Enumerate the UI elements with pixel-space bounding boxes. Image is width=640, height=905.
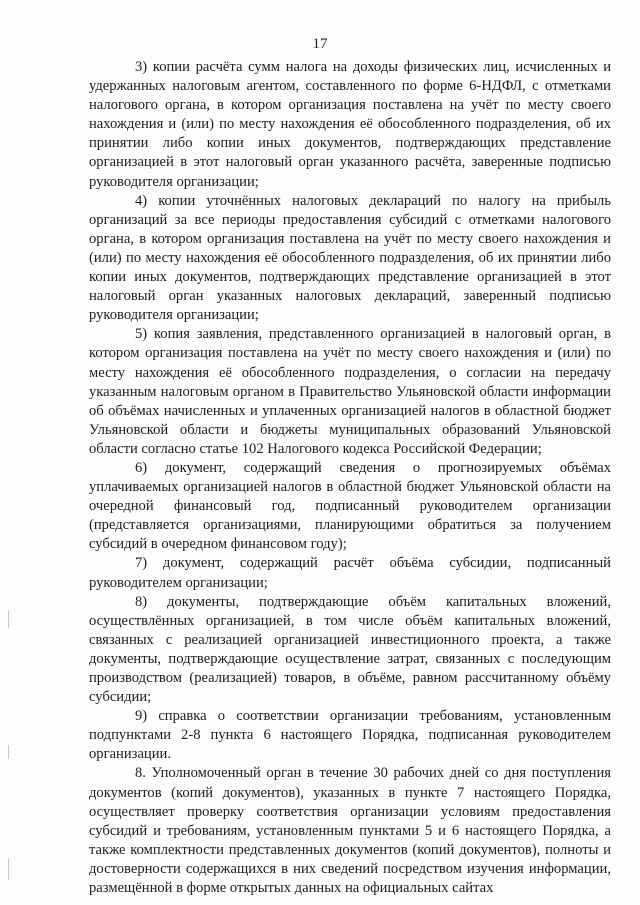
list-item-6: 6) документ, содержащий сведения о прогнозируемых объёмах уплачиваемых организацией налогов в областной бюджет Ульяновской области на очередной финансовый год, подписанный руководителем организации (представляется организациями, планирующими обратиться за получением субсидий в очередном финансовом году); [89,459,611,553]
document-body [89,58,611,898]
scan-artifact [8,858,9,880]
list-item-8: 8) документы, подтверждающие объём капитальных вложений, осуществлённых организацией, в том числе объём капитальных вложений, связанных с реализацией организацией инвестиционного проекта, а также документы, подтверждающие осуществление затрат, связанных с последующим производством (реализацией) товаров, в объёме, равном рассчитанному объёму субсидии; [89,593,611,706]
list-item-7: 7) документ, содержащий расчёт объёма субсидии, подписанный руководителем организации; [89,555,611,591]
page-number: 17 [312,36,328,52]
list-item-3: 3) копии расчёта сумм налога на доходы физических лиц, исчисленных и удержанных налоговым агентом, составленного по форме 6-НДФЛ, с отметками налогового органа, в котором организация поставлена на учёт по месту своего нахождения и (или) по месту нахождения её обособленного подразделения, об их принятии либо копии иных документов, подтверждающих представление организацией в этот налоговый орган указанного расчёта, заверенные подписью руководителя организации; [89,59,611,190]
list-item-9: 9) справка о соответствии организации требованиям, установленным подпунктами 2-8 пункта 6 настоящего Порядка, подписанная руководителем организации. [89,708,611,763]
scan-artifact [8,745,9,759]
scan-artifact [8,610,9,628]
section-paragraph-8: 8. Уполномоченный орган в течение 30 рабочих дней со дня поступления документов (копий документов), указанных в пункте 7 настоящего Порядка, осуществляет проверку соответствия организации условиям предоставления субсидий и требованиям, установленным пунктами 5 и 6 настоящего Порядка, а также комплектности представленных документов (копий документов), полноты и достоверности содержащихся в них сведений посредством изучения информации, размещённой в форме открытых данных на официальных сайтах [89,765,611,897]
list-item-4: 4) копии уточнённых налоговых деклараций по налогу на прибыль организаций за все периоды предоставления субсидий с отметками налогового органа, в котором организация поставлена на учёт по месту своего нахождения и (или) по месту нахождения её обособленного подразделения, об их принятии либо копии иных документов, подтверждающих представление организацией в этот налоговый орган указанных налоговых деклараций, заверенный подписью руководителя организации; [89,192,611,324]
list-item-5: 5) копия заявления, представленного организацией в налоговый орган, в котором организация поставлена на учёт по месту своего нахождения и (или) по месту нахождения её обособленного подразделения, о согласии на передачу указанным налоговым органом в Правительство Ульяновской области информации об объёмах начисленных и уплаченных организацией налогов в областной бюджет Ульяновской области и бюджеты муниципальных образований Ульяновской области согласно статье 102 Налогового кодекса Российской Федерации; [89,326,611,457]
